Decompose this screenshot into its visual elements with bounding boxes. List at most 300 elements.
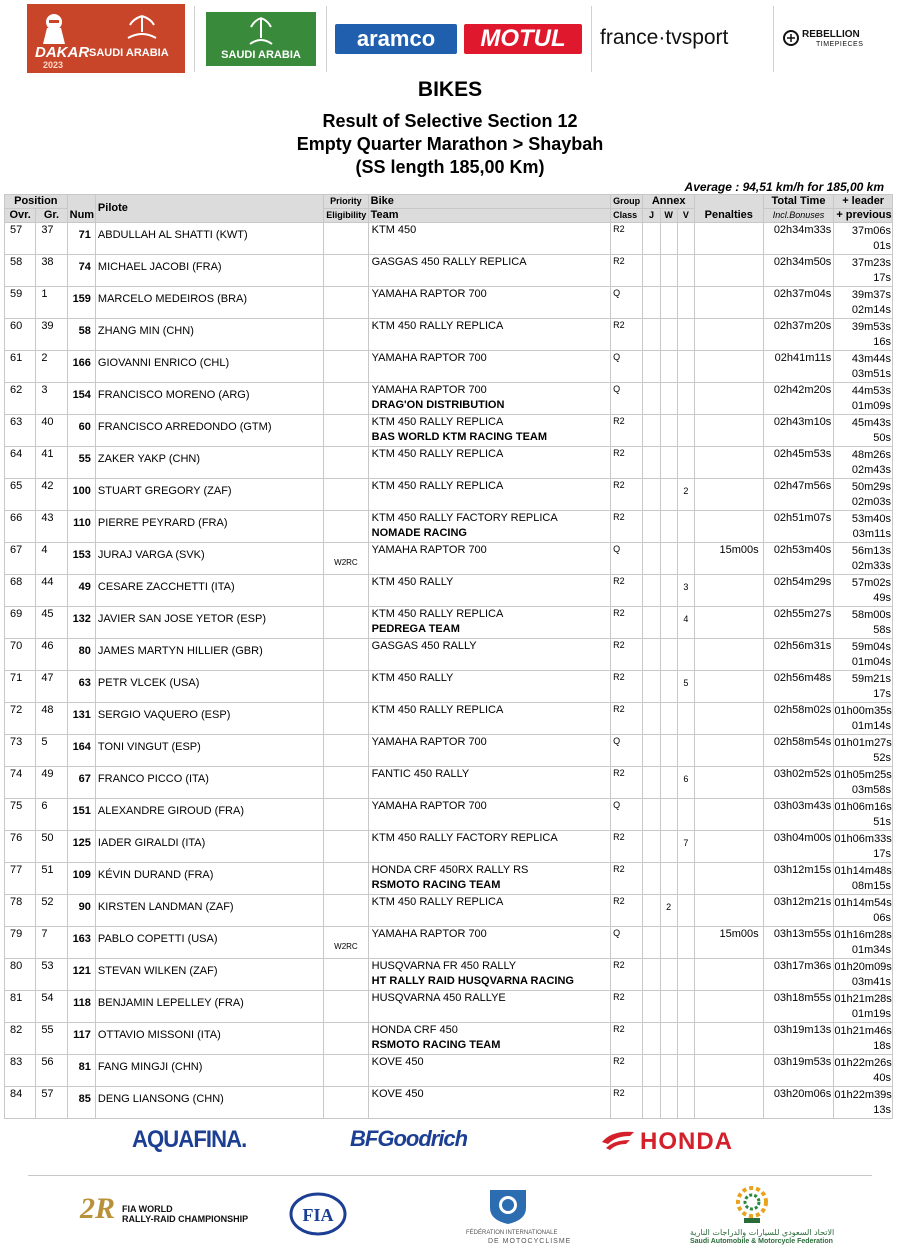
palm-swords-icon: [122, 12, 162, 42]
penalties: [694, 991, 763, 1023]
col-previous: + previous: [834, 209, 893, 223]
fim-shield-icon: [486, 1186, 530, 1226]
bib-number: 85: [67, 1087, 95, 1119]
annex-w: [660, 351, 677, 383]
gap-leader: 53m40s: [851, 513, 891, 525]
annex-v: [677, 1087, 694, 1119]
logo-divider: [194, 6, 195, 72]
total-time: 03h12m15s: [763, 863, 834, 895]
bike-model: KTM 450 RALLY REPLICA: [371, 608, 504, 620]
table-row: [5, 863, 893, 895]
penalties: [694, 607, 763, 639]
annex-v: [677, 1055, 694, 1087]
penalties: 15m00s: [694, 927, 763, 959]
bib-number: 159: [67, 287, 95, 319]
col-j: J: [643, 209, 660, 223]
table-row: [5, 447, 893, 479]
annex-w: [660, 959, 677, 991]
position-gr: 4: [36, 543, 67, 575]
annex-v: [677, 703, 694, 735]
gap-leader: 57m02s: [851, 577, 891, 589]
bib-number: 132: [67, 607, 95, 639]
bike-model: YAMAHA RAPTOR 700: [371, 928, 487, 940]
table-header-row: [5, 195, 893, 209]
bike-model: KTM 450: [371, 224, 417, 236]
position-ovr: 63: [5, 415, 36, 447]
annex-j: [643, 1023, 660, 1055]
table-row: [5, 575, 893, 607]
penalties: [694, 1087, 763, 1119]
table-row: [5, 735, 893, 767]
annex-w: [660, 415, 677, 447]
gap-cell: [834, 575, 893, 607]
bib-number: 81: [67, 1055, 95, 1087]
gap-leader: 01h00m35s: [834, 705, 892, 717]
position-ovr: 77: [5, 863, 36, 895]
gap-cell: [834, 927, 893, 959]
penalties: [694, 1023, 763, 1055]
annex-j: [643, 447, 660, 479]
team-name: DRAG'ON DISTRIBUTION: [371, 399, 505, 411]
gap-cell: [834, 703, 893, 735]
pilot-name: JAMES MARTYN HILLIER (GBR): [95, 639, 323, 671]
annex-j: [643, 927, 660, 959]
annex-j: [643, 415, 660, 447]
table-row: [5, 607, 893, 639]
penalties: [694, 351, 763, 383]
annex-v: [677, 415, 694, 447]
gap-leader: 01h14m54s: [834, 897, 892, 909]
annex-v: 6: [677, 767, 694, 799]
penalties: [694, 1055, 763, 1087]
position-ovr: 62: [5, 383, 36, 415]
bike-team-cell: [368, 543, 610, 575]
group-class: R2: [611, 607, 643, 639]
total-time: 02h47m56s: [763, 479, 834, 511]
bib-number: 55: [67, 447, 95, 479]
position-gr: 44: [36, 575, 67, 607]
logo-divider: [773, 6, 774, 72]
annex-w: [660, 575, 677, 607]
gap-cell: [834, 511, 893, 543]
pilot-name: PETR VLCEK (USA): [95, 671, 323, 703]
penalties: [694, 447, 763, 479]
total-time: 02h56m31s: [763, 639, 834, 671]
results-body: [5, 223, 893, 1119]
table-row: [5, 543, 893, 575]
priority-eligibility: [324, 575, 368, 607]
penalties: [694, 319, 763, 351]
gap-previous: 03m51s: [851, 368, 891, 380]
group-class: Q: [611, 543, 643, 575]
bike-model: HUSQVARNA FR 450 RALLY: [371, 960, 517, 972]
pilot-name: PIERRE PEYRARD (FRA): [95, 511, 323, 543]
bib-number: 63: [67, 671, 95, 703]
bike-team-cell: [368, 927, 610, 959]
bike-team-cell: [368, 863, 610, 895]
logo-divider: [591, 6, 592, 72]
position-gr: 38: [36, 255, 67, 287]
gap-cell: [834, 447, 893, 479]
annex-v: [677, 351, 694, 383]
annex-j: [643, 223, 660, 255]
bib-number: 100: [67, 479, 95, 511]
bike-model: KTM 450 RALLY FACTORY REPLICA: [371, 832, 558, 844]
col-eligibility: Eligibility: [324, 209, 368, 223]
pilot-name: FRANCO PICCO (ITA): [95, 767, 323, 799]
pilot-name: KÉVIN DURAND (FRA): [95, 863, 323, 895]
penalties: [694, 383, 763, 415]
annex-w: [660, 543, 677, 575]
priority-eligibility: [324, 1023, 368, 1055]
total-time: 02h34m50s: [763, 255, 834, 287]
col-v: V: [677, 209, 694, 223]
footer-sponsor-row: [0, 1122, 900, 1162]
priority-eligibility: [324, 351, 368, 383]
palm-swords-icon: [247, 16, 275, 46]
gap-previous: 50s: [873, 432, 891, 444]
position-gr: 53: [36, 959, 67, 991]
gap-previous: 02m43s: [851, 464, 891, 476]
gap-cell: [834, 863, 893, 895]
col-total-time: Total Time: [763, 195, 834, 209]
group-class: R2: [611, 1023, 643, 1055]
position-ovr: 69: [5, 607, 36, 639]
aramco-logo: aramco: [335, 24, 457, 54]
position-ovr: 75: [5, 799, 36, 831]
col-leader: + leader: [834, 195, 893, 209]
gap-leader: 44m53s: [851, 385, 891, 397]
group-class: R2: [611, 895, 643, 927]
bike-team-cell: [368, 479, 610, 511]
position-gr: 6: [36, 799, 67, 831]
total-time: 02h34m33s: [763, 223, 834, 255]
annex-w: [660, 671, 677, 703]
team-name: BAS WORLD KTM RACING TEAM: [371, 431, 548, 443]
priority-eligibility: [324, 1055, 368, 1087]
position-ovr: 78: [5, 895, 36, 927]
annex-v: [677, 447, 694, 479]
sponsor-logo-bar: [0, 0, 900, 78]
annex-j: [643, 383, 660, 415]
priority-eligibility: [324, 895, 368, 927]
total-time: 02h58m02s: [763, 703, 834, 735]
group-class: R2: [611, 863, 643, 895]
pilot-name: ALEXANDRE GIROUD (FRA): [95, 799, 323, 831]
gap-leader: 01h20m09s: [834, 961, 892, 973]
total-time: 02h56m48s: [763, 671, 834, 703]
annex-w: [660, 863, 677, 895]
table-row: [5, 1023, 893, 1055]
priority-eligibility: [324, 383, 368, 415]
position-ovr: 73: [5, 735, 36, 767]
bib-number: 164: [67, 735, 95, 767]
gap-previous: 01s: [873, 240, 891, 252]
annex-w: [660, 703, 677, 735]
pilot-name: BENJAMIN LEPELLEY (FRA): [95, 991, 323, 1023]
bib-number: 153: [67, 543, 95, 575]
position-gr: 39: [36, 319, 67, 351]
gap-cell: [834, 991, 893, 1023]
bike-team-cell: [368, 895, 610, 927]
annex-v: [677, 287, 694, 319]
gap-cell: [834, 351, 893, 383]
position-ovr: 83: [5, 1055, 36, 1087]
gap-leader: 59m21s: [851, 673, 891, 685]
gap-cell: [834, 1087, 893, 1119]
gap-leader: 50m29s: [851, 481, 891, 493]
group-class: Q: [611, 383, 643, 415]
pilot-name: PABLO COPETTI (USA): [95, 927, 323, 959]
annex-v: [677, 927, 694, 959]
table-row: [5, 671, 893, 703]
bike-team-cell: [368, 383, 610, 415]
total-time: 02h37m04s: [763, 287, 834, 319]
annex-j: [643, 287, 660, 319]
priority-eligibility: [324, 799, 368, 831]
pilot-name: FRANCISCO ARREDONDO (GTM): [95, 415, 323, 447]
group-class: Q: [611, 287, 643, 319]
group-class: R2: [611, 639, 643, 671]
annex-w: 2: [660, 895, 677, 927]
priority-eligibility: W2RC: [324, 543, 368, 575]
position-gr: 57: [36, 1087, 67, 1119]
bike-model: YAMAHA RAPTOR 700: [371, 800, 487, 812]
pilot-name: JAVIER SAN JOSE YETOR (ESP): [95, 607, 323, 639]
gap-previous: 40s: [873, 1072, 891, 1084]
total-time: 02h54m29s: [763, 575, 834, 607]
w2rc-text-2: RALLY-RAID CHAMPIONSHIP: [122, 1214, 249, 1224]
pilot-name: FRANCISCO MORENO (ARG): [95, 383, 323, 415]
total-time: 03h20m06s: [763, 1087, 834, 1119]
penalties: [694, 831, 763, 863]
pilot-name: JURAJ VARGA (SVK): [95, 543, 323, 575]
bib-number: 74: [67, 255, 95, 287]
gap-leader: 43m44s: [851, 353, 891, 365]
pilot-name: KIRSTEN LANDMAN (ZAF): [95, 895, 323, 927]
rebellion-timepieces-logo: [782, 27, 876, 51]
col-gr: Gr.: [36, 209, 67, 223]
fia-logo: [289, 1192, 347, 1236]
position-ovr: 82: [5, 1023, 36, 1055]
bike-team-cell: [368, 575, 610, 607]
bike-model: GASGAS 450 RALLY REPLICA: [371, 256, 527, 268]
stage-length: (SS length 185,00 Km): [355, 157, 545, 177]
gap-previous: 16s: [873, 336, 891, 348]
annex-v: 3: [677, 575, 694, 607]
group-class: R2: [611, 447, 643, 479]
total-time: 02h51m07s: [763, 511, 834, 543]
annex-v: 5: [677, 671, 694, 703]
honda-wing-icon: [600, 1128, 636, 1154]
bike-model: YAMAHA RAPTOR 700: [371, 736, 487, 748]
position-ovr: 79: [5, 927, 36, 959]
annex-v: [677, 991, 694, 1023]
gap-previous: 17s: [873, 848, 891, 860]
table-row: [5, 319, 893, 351]
gap-previous: 58s: [873, 624, 891, 636]
position-gr: 48: [36, 703, 67, 735]
annex-j: [643, 575, 660, 607]
group-class: R2: [611, 703, 643, 735]
total-time: 02h58m54s: [763, 735, 834, 767]
position-ovr: 57: [5, 223, 36, 255]
penalties: 15m00s: [694, 543, 763, 575]
table-row: [5, 383, 893, 415]
gap-cell: [834, 287, 893, 319]
team-name: RSMOTO RACING TEAM: [371, 879, 501, 891]
bike-model: KOVE 450: [371, 1088, 424, 1100]
bike-model: KTM 450 RALLY REPLICA: [371, 480, 504, 492]
position-ovr: 70: [5, 639, 36, 671]
priority-eligibility: [324, 863, 368, 895]
bib-number: 58: [67, 319, 95, 351]
bib-number: 49: [67, 575, 95, 607]
gap-previous: 17s: [873, 688, 891, 700]
gap-previous: 03m58s: [851, 784, 891, 796]
table-row: [5, 799, 893, 831]
pilot-name: MARCELO MEDEIROS (BRA): [95, 287, 323, 319]
average-speed: Average : 94,51 km/h for 185,00 km: [684, 180, 884, 194]
penalties: [694, 959, 763, 991]
bike-team-cell: [368, 351, 610, 383]
position-gr: 1: [36, 287, 67, 319]
bib-number: 67: [67, 767, 95, 799]
position-gr: 50: [36, 831, 67, 863]
group-class: R2: [611, 319, 643, 351]
gap-cell: [834, 543, 893, 575]
w2rc-logo: [80, 1192, 249, 1232]
gap-previous: 51s: [873, 816, 891, 828]
position-ovr: 71: [5, 671, 36, 703]
bib-number: 125: [67, 831, 95, 863]
dakar-tuareg-icon: [37, 10, 71, 44]
gap-leader: 01h22m39s: [834, 1089, 892, 1101]
group-class: R2: [611, 831, 643, 863]
gap-cell: [834, 319, 893, 351]
gap-leader: 48m26s: [851, 449, 891, 461]
bib-number: 131: [67, 703, 95, 735]
fim-text-1: FÉDÉRATION INTERNATIONALE: [466, 1230, 558, 1236]
position-gr: 5: [36, 735, 67, 767]
position-gr: 45: [36, 607, 67, 639]
annex-w: [660, 1087, 677, 1119]
annex-w: [660, 255, 677, 287]
footer-divider: [28, 1175, 872, 1176]
position-ovr: 60: [5, 319, 36, 351]
table-row: [5, 639, 893, 671]
col-num: Num: [67, 195, 95, 223]
gap-previous: 06s: [873, 912, 891, 924]
table-row: [5, 927, 893, 959]
priority-eligibility: [324, 223, 368, 255]
bike-team-cell: [368, 511, 610, 543]
gap-leader: 01h14m48s: [834, 865, 892, 877]
gap-previous: 52s: [873, 752, 891, 764]
gap-leader: 59m04s: [851, 641, 891, 653]
gap-previous: 08m15s: [851, 880, 891, 892]
position-ovr: 67: [5, 543, 36, 575]
bike-model: YAMAHA RAPTOR 700: [371, 288, 487, 300]
fim-text-2: DE MOTOCYCLISME: [488, 1238, 572, 1245]
position-gr: 7: [36, 927, 67, 959]
col-incl-bonuses: Incl.Bonuses: [763, 209, 834, 223]
bike-model: KTM 450 RALLY: [371, 672, 454, 684]
bike-team-cell: [368, 831, 610, 863]
bib-number: 60: [67, 415, 95, 447]
federation-logo-row: [0, 1182, 900, 1248]
saudi-arabia-text: SAUDI ARABIA: [221, 49, 301, 61]
gap-leader: 58m00s: [851, 609, 891, 621]
total-time: 02h43m10s: [763, 415, 834, 447]
annex-j: [643, 319, 660, 351]
annex-v: [677, 255, 694, 287]
priority-eligibility: [324, 767, 368, 799]
annex-j: [643, 479, 660, 511]
pilot-name: IADER GIRALDI (ITA): [95, 831, 323, 863]
table-row: [5, 959, 893, 991]
bike-team-cell: [368, 959, 610, 991]
bike-model: KTM 450 RALLY REPLICA: [371, 704, 504, 716]
bfgoodrich-logo: [350, 1126, 467, 1152]
samf-english-text: Saudi Automobile & Motorcycle Federation: [690, 1238, 833, 1245]
annex-j: [643, 959, 660, 991]
group-class: R2: [611, 511, 643, 543]
gap-cell: [834, 959, 893, 991]
gap-previous: 03m11s: [852, 528, 891, 540]
priority-eligibility: [324, 991, 368, 1023]
gap-leader: 56m13s: [851, 545, 891, 557]
gap-previous: 01m34s: [851, 944, 891, 956]
bike-model: YAMAHA RAPTOR 700: [371, 544, 487, 556]
bib-number: 109: [67, 863, 95, 895]
gap-previous: 01m04s: [851, 656, 891, 668]
gap-cell: [834, 255, 893, 287]
annex-v: [677, 959, 694, 991]
priority-eligibility: [324, 671, 368, 703]
group-class: R2: [611, 575, 643, 607]
team-name: HT RALLY RAID HUSQVARNA RACING: [371, 975, 574, 987]
group-class: Q: [611, 351, 643, 383]
group-class: R2: [611, 959, 643, 991]
priority-eligibility: [324, 287, 368, 319]
penalties: [694, 671, 763, 703]
gap-leader: 37m06s: [851, 225, 891, 237]
col-group: Group: [611, 195, 643, 209]
bike-team-cell: [368, 799, 610, 831]
honda-logo: [600, 1124, 770, 1158]
annex-v: [677, 383, 694, 415]
priority-eligibility: [324, 735, 368, 767]
table-row: [5, 351, 893, 383]
annex-v: [677, 863, 694, 895]
gap-cell: [834, 1023, 893, 1055]
gap-cell: [834, 735, 893, 767]
annex-w: [660, 479, 677, 511]
annex-j: [643, 895, 660, 927]
france-tv-sport-logo: france·tvsport: [600, 26, 729, 49]
annex-v: [677, 223, 694, 255]
gap-previous: 02m14s: [851, 304, 891, 316]
bike-team-cell: [368, 703, 610, 735]
bike-team-cell: [368, 735, 610, 767]
annex-v: [677, 799, 694, 831]
gap-cell: [834, 607, 893, 639]
annex-w: [660, 1023, 677, 1055]
total-time: 02h55m27s: [763, 607, 834, 639]
annex-v: 7: [677, 831, 694, 863]
gap-leader: 01h06m33s: [834, 833, 892, 845]
